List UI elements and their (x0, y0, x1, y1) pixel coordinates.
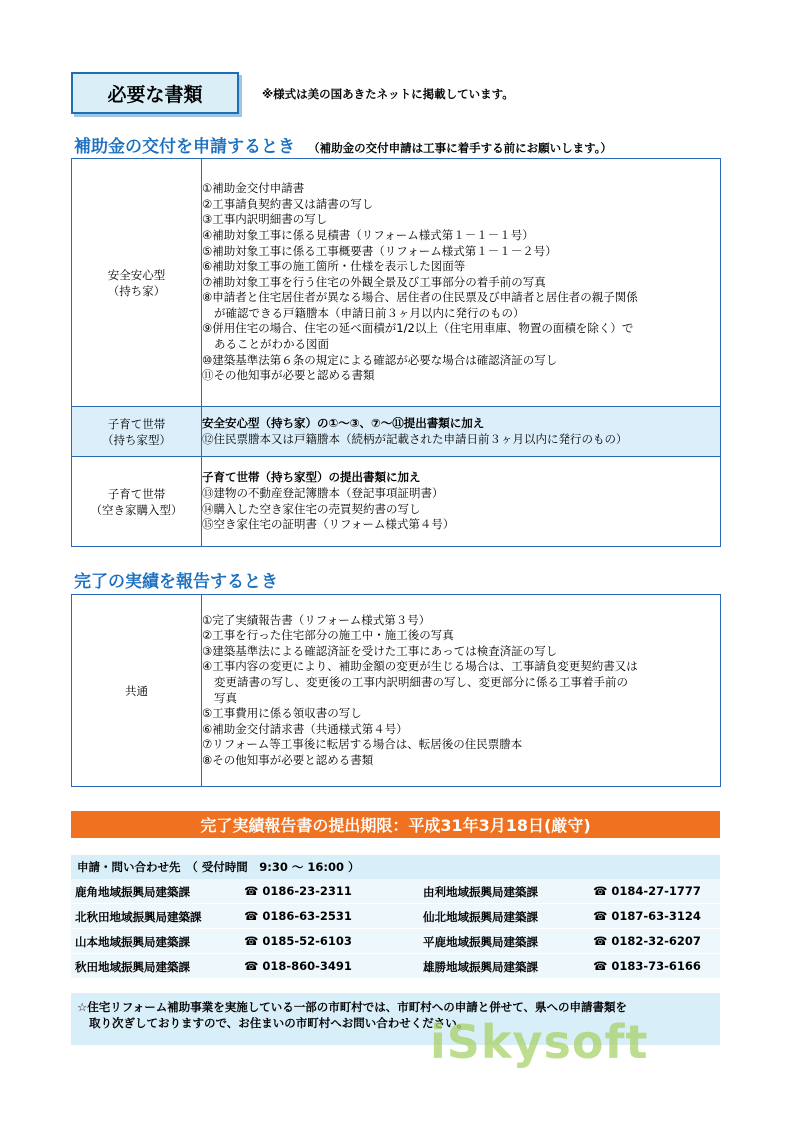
list-item: ⑦リフォーム等工事後に転居する場合は、転居後の住民票謄本 (202, 737, 523, 752)
office-phone: 0182-32-6207 (611, 934, 701, 948)
deadline-banner (71, 811, 720, 838)
table-row (72, 407, 721, 457)
office-phone-wrap (593, 934, 701, 948)
list-item-lead: 子育て世帯（持ち家型）の提出書類に加え (202, 470, 421, 485)
office-name: 秋田地域振興局建築課 (75, 960, 190, 974)
office-phone-wrap (244, 884, 352, 898)
phone-icon: ☎ (593, 909, 608, 923)
list-item-continued: 変更請書の写し、変更後の工事内訳明細書の写し、変更部分に係る工事着手前の (214, 674, 628, 689)
list-item: ⑨併用住宅の場合、住宅の延べ面積が1/2以上（住宅用車庫、物置の面積を除く）で (202, 321, 634, 336)
items-cell (202, 457, 721, 547)
page-title: 必要な書類 (107, 83, 203, 106)
section2-heading-row (74, 567, 278, 592)
category-label: 子育て世帯 (107, 486, 166, 501)
list-item: ①補助金交付申請書 (202, 181, 305, 196)
category-label: 安全安心型 (107, 267, 166, 282)
footer-line: 取り次ぎしておりますので、お住まいの市町村へお問い合わせください。 (89, 1016, 469, 1030)
items-cell (202, 595, 721, 787)
office-phone-wrap (593, 884, 701, 898)
section1-heading-row (74, 132, 612, 157)
office-phone-wrap (244, 959, 352, 973)
list-item: ③工事内訳明細書の写し (202, 212, 328, 227)
list-item: ⑥補助対象工事の施工箇所・仕様を表示した図面等 (202, 259, 466, 274)
office-name: 雄勝地域振興局建築課 (423, 960, 538, 974)
office-name: 北秋田地域振興局建築課 (75, 910, 202, 924)
list-item: ⑧その他知事が必要と認める書類 (202, 752, 374, 767)
phone-icon: ☎ (244, 959, 259, 973)
category-cell (72, 457, 202, 547)
list-item: ③建築基準法による確認済証を受けた工事にあっては検査済証の写し (202, 643, 558, 658)
category-cell (72, 407, 202, 457)
application-docs-table (71, 158, 721, 547)
list-item-continued: あることがわかる図面 (214, 337, 329, 352)
completion-docs-table (71, 594, 721, 787)
phone-icon: ☎ (244, 909, 259, 923)
office-phone: 0187-63-3124 (611, 909, 701, 923)
list-item: ④工事内容の変更により、補助金額の変更が生じる場合は、工事請負変更契約書又は (202, 659, 638, 674)
list-item: ④補助対象工事に係る見積書（リフォーム様式第１－１－１号） (202, 227, 534, 242)
office-name: 山本地域振興局建築課 (75, 935, 190, 949)
office-phone: 0184-27-1777 (611, 884, 701, 898)
office-phone-wrap (244, 909, 352, 923)
list-item: ⑤補助対象工事に係る工事概要書（リフォーム様式第１－１－２号） (202, 243, 557, 258)
office-phone-wrap (593, 959, 701, 973)
section2-heading: 完了の実績を報告するとき (74, 572, 278, 592)
phone-icon: ☎ (593, 934, 608, 948)
format-note: ※様式は美の国あきたネットに掲載しています。 (262, 87, 514, 101)
category-sublabel: （持ち家） (107, 283, 166, 298)
category-sublabel: （持ち家型） (102, 432, 171, 447)
deadline-text: 完了実績報告書の提出期限：平成31年3月18日(厳守) (200, 816, 591, 835)
contact-row (71, 929, 720, 953)
office-phone: 0186-63-2531 (262, 909, 352, 923)
list-item: ⑭購入した空き家住宅の売買契約書の写し (202, 501, 421, 516)
office-name: 鹿角地域振興局建築課 (75, 885, 190, 899)
list-item-lead: 安全安心型（持ち家）の①～③、⑦～⑪提出書類に加え (202, 415, 485, 430)
office-name: 仙北地域振興局建築課 (423, 910, 538, 924)
phone-icon: ☎ (593, 959, 608, 973)
office-phone: 0183-73-6166 (611, 959, 701, 973)
contact-row (71, 904, 720, 928)
office-phone: 018-860-3491 (262, 959, 352, 973)
phone-icon: ☎ (244, 934, 259, 948)
category-cell (72, 595, 202, 787)
office-phone-wrap (244, 934, 352, 948)
list-item: ⑩建築基準法第６条の規定による確認が必要な場合は確認済証の写し (202, 352, 558, 367)
office-phone: 0186-23-2311 (262, 884, 352, 898)
list-item: ⑦補助対象工事を行う住宅の外観全景及び工事部分の着手前の写真 (202, 274, 546, 289)
list-item: ①完了実績報告書（リフォーム様式第３号） (202, 612, 431, 627)
list-item: ②工事を行った住宅部分の施工中・施工後の写真 (202, 628, 454, 643)
category-label: 共通 (125, 683, 148, 698)
office-phone: 0185-52-6103 (262, 934, 352, 948)
category-sublabel: （空き家購入型） (90, 502, 183, 517)
list-item: ⑬建物の不動産登記簿謄本（登記事項証明書） (202, 485, 444, 500)
section1-heading: 補助金の交付を申請するとき (74, 137, 295, 157)
table-row (72, 595, 721, 787)
list-item-continued: が確認できる戸籍謄本（申請日前３ヶ月以内に発行のもの） (214, 305, 525, 320)
office-phone-wrap (593, 909, 701, 923)
footer-line: ☆住宅リフォーム補助事業を実施している一部の市町村では、市町村への申請と併せて、県への申請書類を (77, 1000, 627, 1014)
phone-icon: ☎ (244, 884, 259, 898)
watermark-logo: iSkysoft (430, 1015, 649, 1069)
list-item: ⑤工事費用に係る領収書の写し (202, 706, 362, 721)
contact-heading: 申請・問い合わせ先 （ 受付時間 9:30 ～ 16:00 ） (71, 855, 720, 879)
category-cell (72, 159, 202, 407)
list-item-continued: 写真 (214, 690, 237, 705)
office-name: 由利地域振興局建築課 (423, 885, 538, 899)
contact-row (71, 954, 720, 978)
list-item: ⑪その他知事が必要と認める書類 (202, 368, 375, 383)
items-cell (202, 407, 721, 457)
category-label: 子育て世帯 (107, 416, 166, 431)
phone-icon: ☎ (593, 884, 608, 898)
list-item: ⑮空き家住宅の証明書（リフォーム様式第４号） (202, 517, 455, 532)
office-name: 平鹿地域振興局建築課 (423, 935, 538, 949)
section1-subheading: （補助金の交付申請は工事に着手する前にお願いします。） (308, 141, 612, 155)
list-item: ⑧申請者と住宅居住者が異なる場合、居住者の住民票及び申請者と居住者の親子関係 (202, 290, 638, 305)
list-item: ⑫住民票謄本又は戸籍謄本（続柄が記載された申請日前３ヶ月以内に発行のもの） (202, 431, 628, 446)
list-item: ⑥補助金交付請求書（共通様式第４号） (202, 721, 408, 736)
list-item: ②工事請負契約書又は請書の写し (202, 196, 374, 211)
table-row (72, 457, 721, 547)
items-cell (202, 159, 721, 407)
table-row (72, 159, 721, 407)
contact-row (71, 879, 720, 903)
page-title-box (71, 72, 239, 114)
